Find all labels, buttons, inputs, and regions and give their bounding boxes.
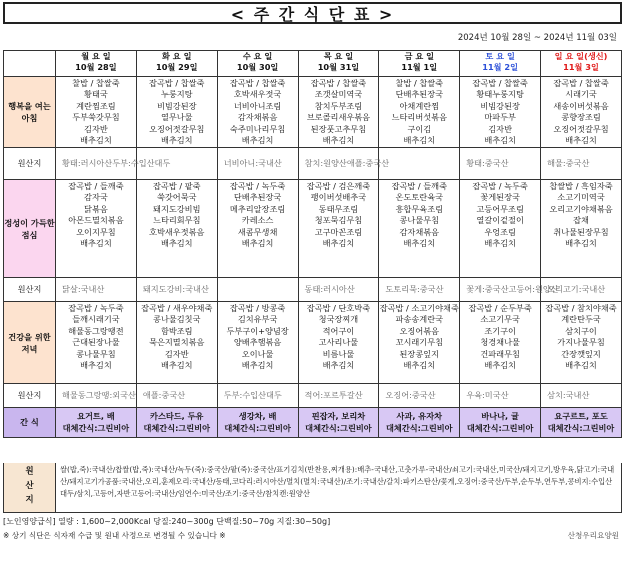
menu-cell xyxy=(460,180,541,278)
menu-item: 김자반 xyxy=(164,348,189,359)
snack-item: 대체간식:그린비아 xyxy=(386,422,453,433)
day-header xyxy=(541,51,622,77)
origin-item: 삼치:국내산 xyxy=(547,390,590,401)
menu-item: 잡곡밥 / 찹쌀죽 xyxy=(310,78,367,88)
origin-item: 해물:중국산 xyxy=(547,158,590,169)
menu-item: 호박새우젓볶음 xyxy=(149,226,205,237)
menu-item: 건파래무침 xyxy=(480,348,520,359)
menu-item: 콩나물김칫국 xyxy=(153,314,201,325)
menu-item: 새콤무생채 xyxy=(237,226,278,237)
meal-label: 건강을 위한 저녁 xyxy=(4,302,56,384)
menu-item: 잡채 xyxy=(573,215,589,226)
menu-item: 배추김치 xyxy=(241,135,274,146)
nutrition-info: [노인영양급식] 열량 : 1,600~2,000Kcal 당질:240~300g 단백질:50~70g 지질:30~50g] xyxy=(3,517,331,526)
menu-item: 김자반 xyxy=(84,123,108,134)
menu-item: 배추김치 xyxy=(160,135,193,146)
menu-item: 우엉조림 xyxy=(484,226,516,237)
origin-cell xyxy=(217,148,298,180)
day-date: 10월 31일 xyxy=(317,62,360,73)
menu-item: 황태누룽지탕 xyxy=(476,89,524,100)
menu-cell xyxy=(460,77,541,148)
day-date: 10월 29일 xyxy=(156,62,198,73)
menu-item: 배추김치 xyxy=(241,360,274,371)
origin-item: 황태:중국산 xyxy=(466,158,509,169)
menu-cell xyxy=(541,77,622,148)
origin-row xyxy=(4,278,622,302)
day-name: 토 요 일 xyxy=(485,51,515,61)
menu-item: 소고기미역국 xyxy=(557,192,605,203)
date-range: 2024년 10월 28일 ~ 2024년 11월 03일 xyxy=(457,33,617,43)
menu-item: 배추김치 xyxy=(565,135,597,146)
snack-item: 대체간식:그린비아 xyxy=(143,422,211,433)
menu-item: 배추김치 xyxy=(484,135,516,146)
menu-item: 배추김치 xyxy=(80,238,112,249)
day-name: 화 요 일 xyxy=(162,51,192,61)
menu-item: 된장풋고추무침 xyxy=(310,123,367,134)
menu-item: 간장깻잎지 xyxy=(561,348,601,359)
meal-row xyxy=(4,180,622,278)
menu-item: 근대된장나물 xyxy=(72,337,120,348)
meal-label: 정성이 가득한 점심 xyxy=(4,180,56,278)
menu-item: 온도토란육국 xyxy=(395,192,444,203)
origin-item: 두부:수입산대두 xyxy=(223,390,282,401)
origin-item: 닭살:국내산 xyxy=(62,284,105,295)
menu-item: 비빔강된장 xyxy=(156,100,197,111)
menu-cell xyxy=(136,77,217,148)
meal-row xyxy=(4,302,622,384)
corner-cell xyxy=(4,51,56,77)
day-header xyxy=(460,51,541,77)
meal-label: 행복을 여는 아침 xyxy=(4,77,56,148)
menu-item: 참치두부조림 xyxy=(314,100,363,111)
origin-cell xyxy=(379,384,460,408)
menu-item: 배추김치 xyxy=(484,238,516,249)
origin-cell xyxy=(460,148,541,180)
menu-item: 배추김치 xyxy=(322,135,355,146)
meal-row xyxy=(4,77,622,148)
snack-item: 카스타드, 두유 xyxy=(150,411,204,421)
origin-summary xyxy=(3,463,622,513)
menu-item: 소고기무국 xyxy=(480,314,520,325)
origin-item: 우육:미국산 xyxy=(466,390,509,401)
menu-item: 고등어무조림 xyxy=(476,203,524,214)
page-title: < 주 간 식 단 표 > xyxy=(3,2,622,24)
menu-item: 해물동그랑땡전 xyxy=(68,325,124,336)
menu-item: 청국장찌개 xyxy=(318,314,359,325)
snack-cell xyxy=(460,408,541,438)
snack-item: 대체간식:그린비아 xyxy=(547,422,615,433)
origin-cell xyxy=(217,384,298,408)
origin-cell xyxy=(541,384,622,408)
menu-item: 청포묵김무침 xyxy=(314,215,363,226)
menu-item: 구이김 xyxy=(407,123,432,134)
menu-item: 잡곡밥 / 들깨죽 xyxy=(391,181,447,191)
menu-item: 두부쑥갓무침 xyxy=(72,112,120,123)
menu-cell xyxy=(217,302,298,384)
menu-item: 아몬드멸치볶음 xyxy=(68,215,124,226)
origin-cell xyxy=(379,278,460,302)
menu-item: 배추김치 xyxy=(565,238,597,249)
origin-label: 원산지 xyxy=(4,384,56,408)
menu-item: 느타리버섯볶음 xyxy=(391,112,447,123)
snack-cell xyxy=(298,408,379,438)
menu-item: 콩나물무침 xyxy=(399,215,440,226)
day-date: 11월 1일 xyxy=(401,62,438,73)
menu-item: 배추김치 xyxy=(160,238,193,249)
menu-item: 잡곡밥 / 소고기야채죽 xyxy=(379,303,459,313)
menu-item: 배추김치 xyxy=(322,238,355,249)
menu-item: 시래기국 xyxy=(565,89,597,100)
menu-cell xyxy=(541,180,622,278)
origin-item: 오리고기:국내산 xyxy=(547,284,606,295)
origin-item: 해물동그랑땡:외국산 xyxy=(62,390,136,401)
menu-cell xyxy=(56,302,137,384)
menu-item: 오징어볶음 xyxy=(399,325,440,336)
snack-cell xyxy=(541,408,622,438)
menu-cell xyxy=(217,180,298,278)
menu-item: 느타리회무침 xyxy=(153,215,201,226)
menu-item: 들깨시래기국 xyxy=(72,314,120,325)
snack-item: 대체간식:그린비아 xyxy=(305,422,372,433)
menu-item: 숙주미나리무침 xyxy=(229,123,286,134)
menu-item: 꽃게된장국 xyxy=(480,192,520,203)
menu-item: 열무나물 xyxy=(160,112,193,123)
menu-item: 너비아니조림 xyxy=(233,100,282,111)
menu-item: 잡곡밥 / 들깨죽 xyxy=(68,181,124,191)
menu-item: 취나물된장무침 xyxy=(553,226,609,237)
menu-item: 쑥갓어묵국 xyxy=(156,192,197,203)
origin-item: 오징어:중국산 xyxy=(385,390,436,401)
menu-item: 잡곡밥 / 녹두죽 xyxy=(472,181,528,191)
snack-label: 간 식 xyxy=(4,408,56,438)
origin-summary-label: 원산지 xyxy=(4,463,56,512)
origin-summary-text: 쌀(밥,죽):국내산/찹쌀(밥,죽):국내산/녹두(죽):중국산/팥(죽):중국산/표기김치(반찬용,찌개용):배추-국내산,고춧가루-국내산/쇠고기:국내산,미국산/돼지고기,방우육,닭고기:국내산/돼지고기가공품:국내산,오리,훈제오리:국내산/동태,코다리:러시아산/멸치(멸치:국내산)/조기:국내산/갈치:파키스탄산/꽃게,오징어:중국산/두부,순두부,연두부,콩비지:수입산대두/삼치,고등어,자반고등어:국내산/임연수:미국산/조기:중국산/참치캔:원양산 xyxy=(60,465,615,498)
menu-item: 잡곡밥 / 순두부죽 xyxy=(468,303,532,313)
snack-item: 요구르트, 포도 xyxy=(554,411,608,421)
menu-item: 배추김치 xyxy=(565,360,597,371)
menu-item: 배추김치 xyxy=(403,135,436,146)
origin-label: 원산지 xyxy=(4,148,56,180)
menu-item: 가지나물무침 xyxy=(557,337,605,348)
origin-cell xyxy=(298,384,379,408)
weekly-menu-table xyxy=(3,50,622,438)
menu-item: 오리고기야채볶음 xyxy=(549,203,613,214)
origin-cell xyxy=(56,148,171,180)
menu-cell xyxy=(136,180,217,278)
menu-item: 오징어젓갈무침 xyxy=(149,123,205,134)
snack-item: 생강차, 배 xyxy=(238,411,277,421)
snack-item: 요거트, 배 xyxy=(77,411,115,421)
menu-item: 동태무조림 xyxy=(318,203,359,214)
origin-cell xyxy=(56,278,137,302)
menu-item: 콩나물무침 xyxy=(76,348,116,359)
snack-item: 사과, 유자차 xyxy=(396,411,443,421)
origin-cell xyxy=(460,278,559,302)
origin-item: 고등어:원양산 xyxy=(508,284,559,295)
snack-item: 대체간식:그린비아 xyxy=(62,422,130,433)
menu-item: 잡곡밥 / 참치야채죽 xyxy=(545,303,617,313)
origin-cell xyxy=(56,384,137,408)
menu-item: 흥합무육조림 xyxy=(395,203,444,214)
menu-item: 잡곡밥 / 찹쌀죽 xyxy=(472,78,528,88)
origin-item: 두부:수입산대두 xyxy=(112,158,171,169)
menu-cell xyxy=(460,302,541,384)
menu-item: 배추김치 xyxy=(80,360,112,371)
menu-item: 계란탄두국 xyxy=(561,314,601,325)
menu-item: 아채계란찜 xyxy=(399,100,440,111)
change-notice: ※ 상기 식단은 식자재 수급 및 원내 사정으로 변경될 수 있습니다 ※ xyxy=(3,531,226,540)
menu-cell xyxy=(379,302,460,384)
menu-item: 함박조림 xyxy=(160,325,193,336)
menu-cell xyxy=(541,302,622,384)
day-name: 월 요 일 xyxy=(81,51,111,61)
snack-item: 대체간식:그린비아 xyxy=(466,422,534,433)
menu-item: 잡곡밥 / 팥죽 xyxy=(153,181,201,191)
snack-item: 바나나, 귤 xyxy=(481,411,519,421)
menu-item: 배추김치 xyxy=(484,360,516,371)
menu-item: 콩향장조림 xyxy=(561,112,601,123)
menu-item: 비빔강된장 xyxy=(480,100,520,111)
day-date: 10월 28일 xyxy=(75,62,117,73)
snack-cell xyxy=(217,408,298,438)
origin-cell xyxy=(541,278,622,302)
day-date: 11월 3일 xyxy=(563,62,599,73)
menu-item: 고사리나물 xyxy=(318,337,359,348)
menu-cell xyxy=(379,180,460,278)
menu-item: 배추김치 xyxy=(80,135,112,146)
day-header xyxy=(379,51,460,77)
menu-item: 감자채볶음 xyxy=(399,226,440,237)
menu-item: 오이지무침 xyxy=(76,226,116,237)
menu-item: 배추김치 xyxy=(241,238,274,249)
menu-item: 찹쌀밥 / 흑임자죽 xyxy=(549,181,613,191)
menu-item: 양배추햄볶음 xyxy=(233,337,282,348)
menu-item: 잡곡밥 / 찹쌀죽 xyxy=(229,78,286,88)
day-name: 일 요 일(생신) xyxy=(554,51,608,61)
menu-cell xyxy=(298,302,379,384)
snack-row xyxy=(4,408,622,438)
menu-item: 청경채나물 xyxy=(480,337,520,348)
origin-item: 참치:원양산 xyxy=(304,158,347,169)
menu-item: 카레소스 xyxy=(241,215,274,226)
menu-cell xyxy=(56,77,137,148)
day-date: 10월 30일 xyxy=(236,62,279,73)
menu-item: 새송이버섯볶음 xyxy=(553,100,609,111)
menu-item: 닭볶음 xyxy=(84,203,108,214)
menu-item: 잡곡밥 / 검은깨죽 xyxy=(306,181,371,191)
origin-cell xyxy=(136,384,217,408)
origin-cell xyxy=(460,384,541,408)
menu-item: 감자채볶음 xyxy=(237,112,278,123)
origin-item: 적어:포르투갈산 xyxy=(304,390,363,401)
menu-item: 찰밥 / 찹쌀죽 xyxy=(395,78,444,88)
origin-cell xyxy=(379,148,460,180)
menu-item: 두부구이+양념장 xyxy=(226,325,289,336)
menu-item: 누룽지탕 xyxy=(160,89,193,100)
snack-item: 핀잡자, 보리차 xyxy=(311,411,366,421)
origin-item: 너비아니:국내산 xyxy=(223,158,282,169)
origin-item: 도토리묵:중국산 xyxy=(385,284,444,295)
menu-item: 삼치구이 xyxy=(565,325,597,336)
menu-item: 배추김치 xyxy=(403,360,436,371)
menu-item: 잡곡밥 / 방콩죽 xyxy=(229,303,286,313)
menu-item: 브로콜리새우볶음 xyxy=(306,112,371,123)
day-header xyxy=(217,51,298,77)
origin-item: 동태:러시아산 xyxy=(304,284,355,295)
menu-item: 파송송계란국 xyxy=(395,314,444,325)
origin-row xyxy=(4,384,622,408)
menu-item: 찰밥 / 찹쌀죽 xyxy=(72,78,120,88)
menu-item: 황태국 xyxy=(84,89,108,100)
origin-item: 황태:러시아산 xyxy=(62,158,113,169)
menu-item: 잡곡밥 / 단호박죽 xyxy=(306,303,371,313)
menu-item: 잡곡밥 / 새우야채죽 xyxy=(141,303,213,313)
menu-item: 단배추된장국 xyxy=(395,89,444,100)
day-name: 목 요 일 xyxy=(323,51,354,61)
origin-item: 돼지도강비:국내산 xyxy=(142,284,209,295)
menu-item: 김치유부국 xyxy=(237,314,278,325)
menu-item: 잡곡밥 / 찹쌀죽 xyxy=(149,78,205,88)
menu-item: 배추김치 xyxy=(160,360,193,371)
menu-item: 오징어젓갈무침 xyxy=(553,123,609,134)
menu-item: 감자국 xyxy=(84,192,108,203)
menu-item: 메추리알장조림 xyxy=(229,203,286,214)
menu-cell xyxy=(217,77,298,148)
menu-item: 계란찜조림 xyxy=(76,100,116,111)
origin-row xyxy=(4,148,622,180)
origin-cell xyxy=(298,148,390,180)
menu-item: 조갯살미역국 xyxy=(314,89,363,100)
menu-item: 비름나물 xyxy=(322,348,355,359)
menu-item: 오이나물 xyxy=(241,348,274,359)
menu-item: 팽이버섯배추국 xyxy=(310,192,367,203)
day-name: 금 요 일 xyxy=(404,51,435,61)
origin-cell xyxy=(541,148,622,180)
snack-cell xyxy=(379,408,460,438)
menu-item: 적어구이 xyxy=(322,325,355,336)
snack-cell xyxy=(136,408,217,438)
day-date: 11월 2일 xyxy=(482,62,519,73)
origin-item: 꽃게:중국산 xyxy=(466,284,509,295)
menu-cell xyxy=(298,77,379,148)
menu-cell xyxy=(56,180,137,278)
menu-item: 단배추된장국 xyxy=(233,192,282,203)
origin-item: 애플:중국산 xyxy=(346,158,390,169)
menu-item: 마파두부 xyxy=(484,112,516,123)
day-name: 수 요 일 xyxy=(242,51,273,61)
day-header xyxy=(136,51,217,77)
menu-item: 잡곡밥 / 녹두죽 xyxy=(68,303,124,313)
menu-item: 호박새우젓국 xyxy=(233,89,282,100)
origin-item: 애플:중국산 xyxy=(142,390,186,401)
day-header xyxy=(56,51,137,77)
organization-name: 산청우리요양원 xyxy=(567,531,619,540)
menu-cell xyxy=(136,302,217,384)
menu-item: 조기구이 xyxy=(484,325,516,336)
origin-cell xyxy=(136,278,217,302)
day-header xyxy=(298,51,379,77)
snack-cell xyxy=(56,408,137,438)
menu-item: 돼지도강비빔 xyxy=(153,203,201,214)
snack-item: 대체간식:그린비아 xyxy=(224,422,291,433)
header-row xyxy=(4,51,622,77)
menu-item: 열갈이겉절이 xyxy=(476,215,524,226)
menu-item: 묵은지멸치볶음 xyxy=(149,337,205,348)
menu-item: 김자반 xyxy=(488,123,512,134)
menu-item: 잡곡밥 / 찹쌀죽 xyxy=(553,78,609,88)
menu-item: 배추김치 xyxy=(322,360,355,371)
menu-item: 된장콩잎지 xyxy=(399,348,440,359)
origin-cell xyxy=(217,278,298,302)
menu-cell xyxy=(298,180,379,278)
menu-item: 꼬시래기무침 xyxy=(395,337,444,348)
menu-item: 배추김치 xyxy=(403,238,436,249)
origin-label: 원산지 xyxy=(4,278,56,302)
origin-cell xyxy=(298,278,379,302)
menu-item: 고구마꼰조림 xyxy=(314,226,363,237)
menu-item: 잡곡밥 / 녹두죽 xyxy=(229,181,286,191)
menu-cell xyxy=(379,77,460,148)
